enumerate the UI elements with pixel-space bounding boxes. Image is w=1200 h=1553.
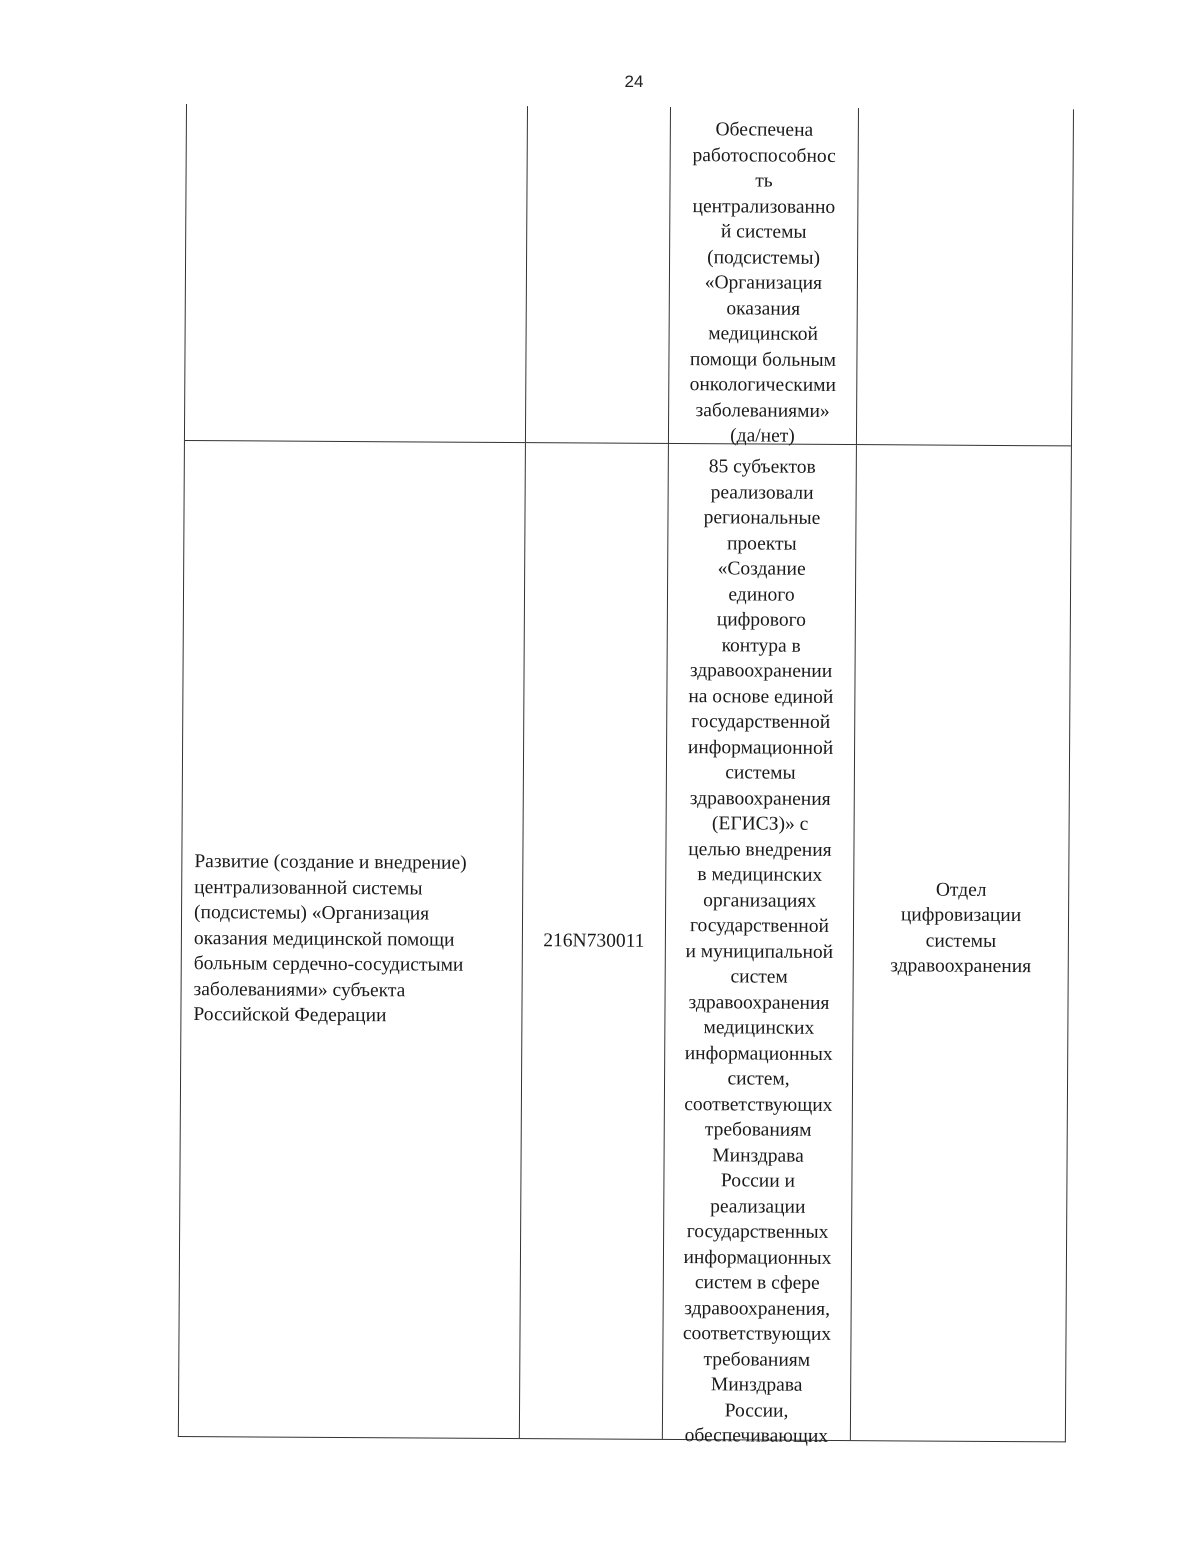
responsible-text: Отдел цифровизации системы здравоохранения	[890, 879, 1032, 978]
code-cell	[520, 443, 669, 1439]
table-row	[185, 104, 1073, 446]
result-cell: 85 субъектов реализовали региональные проекты «Создание единого цифрового контура в здравоохранении на основе единой государственной информационной системы здравоохранения (ЕГИСЗ)» с целью внедрения в медицинских организациях государственной и муниципальной систем здравоохранения медицинских информационных систем, соответствующих требованиям Минздрава России и реализации государственных информационных систем в сфере здравоохранения, соответствующих требованиям Минздрава России, обеспечивающих	[663, 444, 857, 1440]
plan-table	[178, 104, 1074, 1447]
code-text: 216N730011	[543, 929, 645, 952]
responsible-cell	[857, 108, 1073, 445]
page-number: 24	[624, 72, 644, 91]
code-cell	[526, 106, 671, 443]
event-text: Развитие (создание и внедрение) централизованной системы (подсистемы) «Организация оказания медицинской помощи больным сердечно-сосудистыми заболеваниями» субъекта Российской Федерации	[193, 851, 467, 1027]
responsible-cell	[851, 445, 1071, 1441]
event-cell	[179, 441, 526, 1438]
table-row	[179, 441, 1071, 1447]
result-cell: Обеспечена работоспособнос ть централизованно й системы (подсистемы) «Организация оказания медицинской помощи больным онкологическими заболеваниями» (да/нет)	[669, 107, 859, 444]
event-cell	[185, 104, 528, 442]
